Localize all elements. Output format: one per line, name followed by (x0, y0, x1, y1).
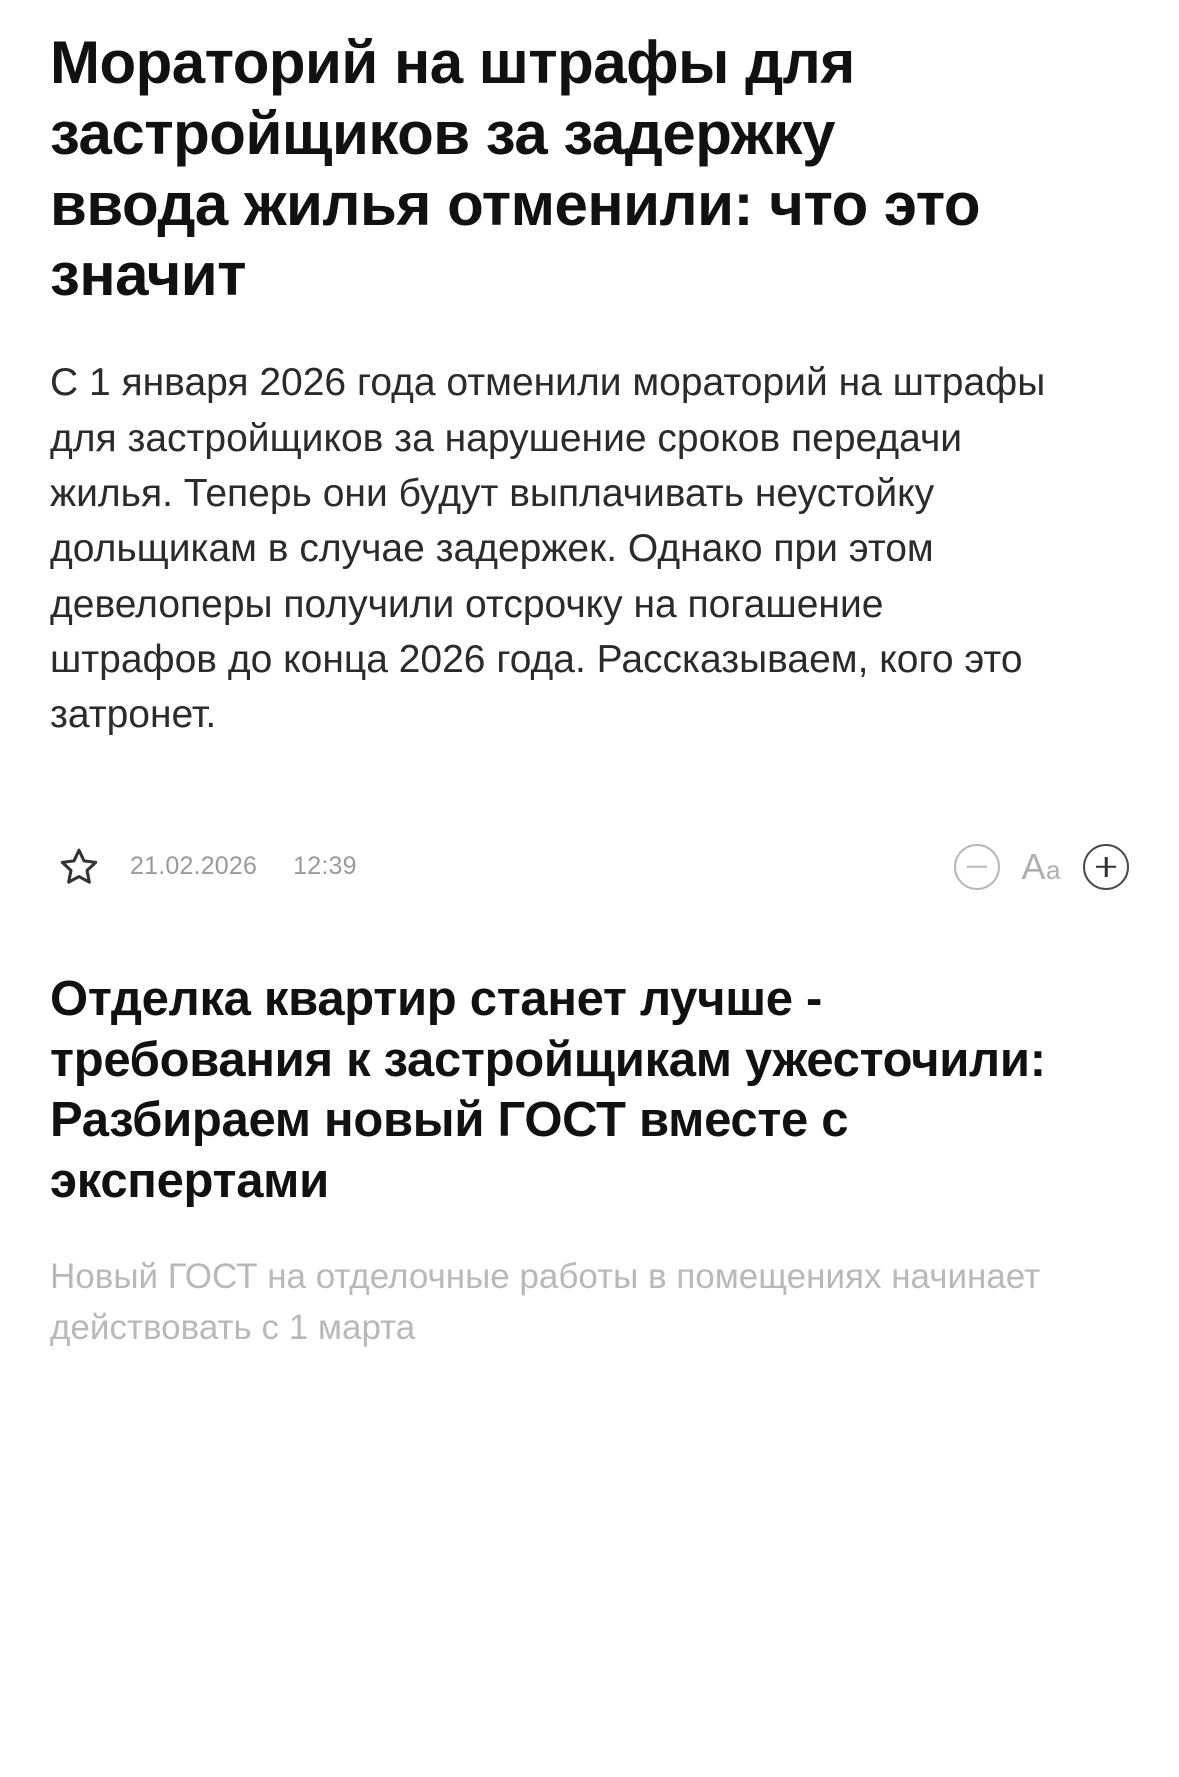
article-primary (50, 28, 1129, 899)
font-size-label (1021, 845, 1061, 887)
article-lead-paragraph: С 1 января 2026 года отменили мораторий на штрафы для застройщиков за нарушение сроков передачи жилья. Теперь они будут выплачивать неустойку дольщикам в случае задержек. Однако при этом девелоперы получили отсрочку на погашение штрафов до конца 2026 года. Рассказываем, кого это затронет. (50, 361, 1046, 737)
article-time: 12:39 (293, 852, 357, 881)
meta-left-group (50, 844, 357, 890)
article-next-title[interactable]: Отделка квартир станет лучше - требования к застройщикам ужесточили: Разбираем новый ГОСТ вместе с экспертами (50, 971, 1046, 1209)
minus-circle-icon[interactable] (954, 844, 1000, 890)
font-size-label-small: a (1046, 854, 1061, 885)
article-next-lead: Новый ГОСТ на отделочные работы в помещениях начинает действовать с 1 марта (50, 1256, 1041, 1347)
plus-circle-icon[interactable] (1083, 844, 1129, 890)
article-next[interactable] (50, 969, 1129, 1354)
article-meta-toolbar (50, 835, 1129, 899)
bottom-fade-overlay (0, 1717, 1179, 1777)
article-date: 21.02.2026 (130, 852, 258, 881)
page-title: Мораторий на штрафы для застройщиков за задержку ввода жилья отменили: что это значит (50, 29, 980, 309)
star-outline-icon[interactable] (56, 844, 102, 890)
font-size-label-main: A (1021, 845, 1047, 887)
font-size-controls (954, 844, 1129, 890)
